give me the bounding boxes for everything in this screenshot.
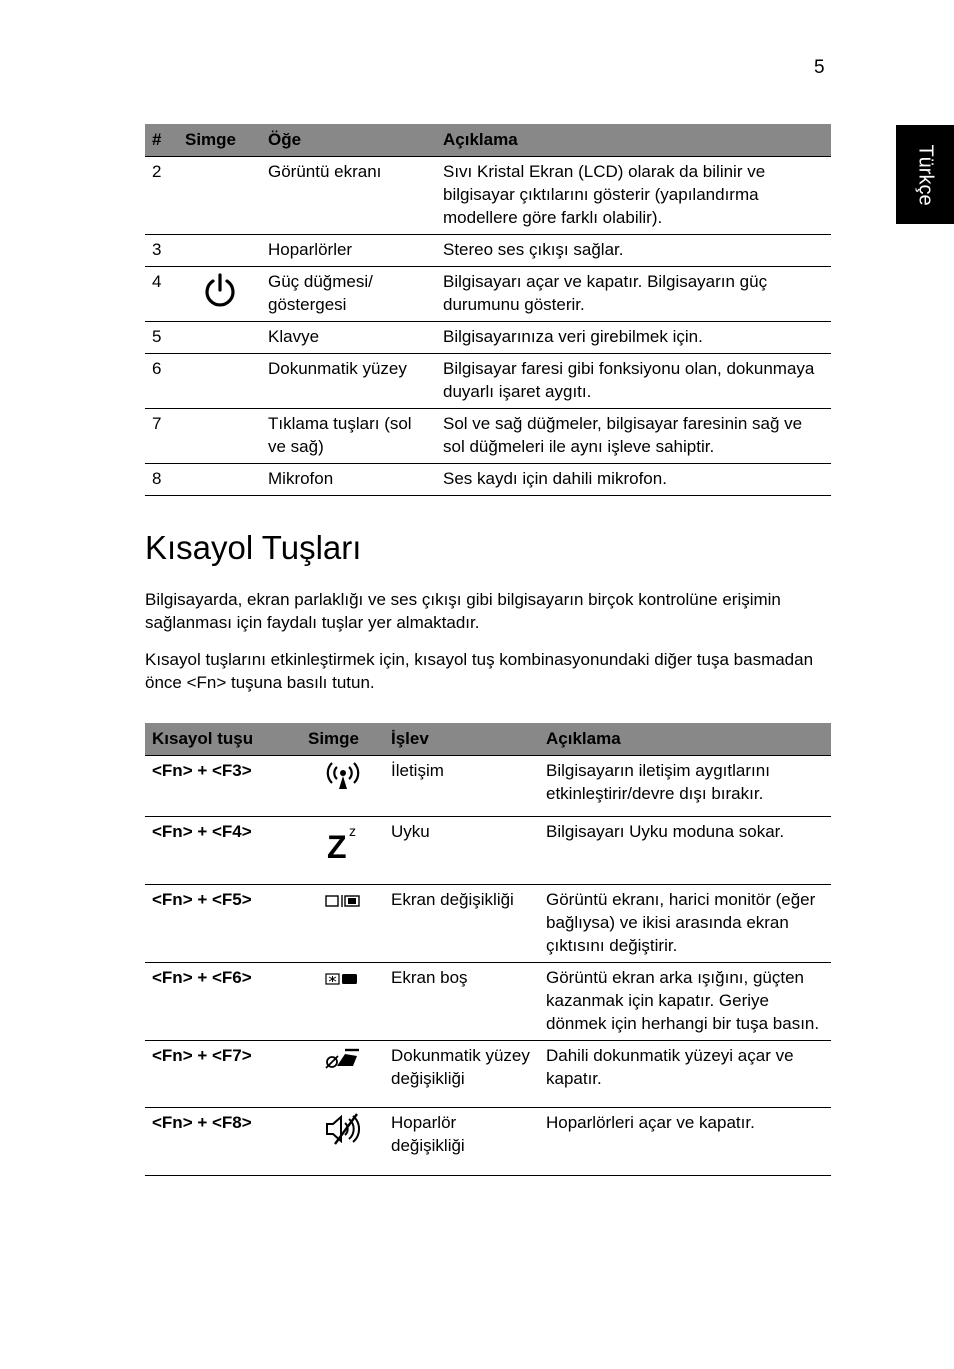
row-desc: Bilgisayar faresi gibi fonksiyonu olan, dokunmaya duyarlı işaret aygıtı.	[436, 354, 831, 409]
row-desc: Bilgisayarı Uyku moduna sokar.	[539, 817, 831, 885]
row-desc: Stereo ses çıkışı sağlar.	[436, 235, 831, 267]
row-function: Uyku	[384, 817, 539, 885]
row-icon	[178, 235, 261, 267]
speaker-toggle-icon	[323, 1113, 363, 1145]
row-icon	[178, 354, 261, 409]
svg-text:Z: Z	[326, 829, 347, 862]
table-row	[145, 267, 831, 322]
row-icon	[301, 756, 384, 817]
row-num: 3	[145, 235, 178, 267]
row-desc: Bilgisayarın iletişim aygıtlarını etkinleştirir/devre dışı bırakır.	[539, 756, 831, 817]
language-tab-label: Türkçe	[914, 143, 937, 206]
row-icon	[178, 409, 261, 464]
hotkeys-header-row	[145, 723, 831, 756]
row-desc: Sol ve sağ düğmeler, bilgisayar faresinin sağ ve sol düğmeleri ile aynı işleve sahiptir.	[436, 409, 831, 464]
row-function: İletişim	[384, 756, 539, 817]
row-item: Mikrofon	[261, 464, 436, 496]
instruction-paragraph: Kısayol tuşlarını etkinleştirmek için, kısayol tuş kombinasyonundaki diğer tuşa basmadan önce <Fn> tuşuna basılı tutun.	[145, 650, 814, 692]
header-desc: Açıklama	[539, 723, 831, 756]
row-item: Hoparlörler	[261, 235, 436, 267]
table-row	[145, 1041, 831, 1108]
row-hotkey: <Fn> + <F7>	[145, 1041, 301, 1108]
row-hotkey: <Fn> + <F3>	[145, 756, 301, 817]
row-num: 7	[145, 409, 178, 464]
row-icon	[178, 464, 261, 496]
table-row	[145, 885, 831, 963]
row-icon	[301, 963, 384, 1041]
row-item: Görüntü ekranı	[261, 157, 436, 235]
table-row	[145, 157, 831, 235]
row-icon	[301, 1041, 384, 1108]
table-row	[145, 464, 831, 496]
intro-paragraph: Bilgisayarda, ekran parlaklığı ve ses çıkışı gibi bilgisayarın birçok kontrolüne erişimin sağlanması için faydalı tuşlar yer almaktadır.	[145, 590, 781, 632]
header-icon: Simge	[178, 124, 261, 157]
wireless-icon	[324, 761, 362, 791]
row-desc: Bilgisayarınıza veri girebilmek için.	[436, 322, 831, 354]
row-desc: Görüntü ekranı, harici monitör (eğer bağlıysa) ve ikisi arasında ekran çıktısını değiştirir.	[539, 885, 831, 963]
table-row	[145, 963, 831, 1041]
section-title: Kısayol Tuşları	[145, 529, 362, 566]
row-desc: Görüntü ekran arka ışığını, güçten kazanmak için kapatır. Geriye dönmek için herhangi bir tuşa basın.	[539, 963, 831, 1041]
header-hotkey: Kısayol tuşu	[145, 723, 301, 756]
header-function: İşlev	[384, 723, 539, 756]
row-icon	[301, 817, 384, 885]
row-icon	[178, 322, 261, 354]
row-hotkey: <Fn> + <F6>	[145, 963, 301, 1041]
page-number: 5	[814, 57, 825, 78]
table-row	[145, 354, 831, 409]
row-function: Hoparlör değişikliği	[384, 1108, 539, 1176]
row-desc: Hoparlörleri açar ve kapatır.	[539, 1108, 831, 1176]
row-num: 6	[145, 354, 178, 409]
row-item: Klavye	[261, 322, 436, 354]
row-icon	[178, 267, 261, 322]
table-row	[145, 756, 831, 817]
row-num: 4	[145, 267, 178, 322]
hotkeys-table	[145, 723, 831, 1176]
sleep-icon	[325, 822, 361, 862]
header-item: Öğe	[261, 124, 436, 157]
power-icon	[202, 272, 238, 310]
row-function: Dokunmatik yüzey değişikliği	[384, 1041, 539, 1108]
table-row	[145, 409, 831, 464]
components-header-row	[145, 124, 831, 157]
row-item: Güç düğmesi/ göstergesi	[261, 267, 436, 322]
row-hotkey: <Fn> + <F4>	[145, 817, 301, 885]
row-desc: Sıvı Kristal Ekran (LCD) olarak da bilinir ve bilgisayar çıktılarını gösterir (yapılandırma modellere göre farklı olabilir).	[436, 157, 831, 235]
table-row	[145, 1108, 831, 1176]
table-row	[145, 235, 831, 267]
table-row	[145, 817, 831, 885]
row-icon	[301, 1108, 384, 1176]
svg-text:z: z	[348, 823, 356, 839]
header-icon: Simge	[301, 723, 384, 756]
screen-blank-icon	[324, 968, 362, 990]
row-desc: Dahili dokunmatik yüzeyi açar ve kapatır.	[539, 1041, 831, 1108]
row-hotkey: <Fn> + <F5>	[145, 885, 301, 963]
row-icon	[178, 157, 261, 235]
row-num: 5	[145, 322, 178, 354]
row-function: Ekran boş	[384, 963, 539, 1041]
row-num: 8	[145, 464, 178, 496]
row-num: 2	[145, 157, 178, 235]
row-item: Dokunmatik yüzey	[261, 354, 436, 409]
row-function: Ekran değişikliği	[384, 885, 539, 963]
row-icon	[301, 885, 384, 963]
row-hotkey: <Fn> + <F8>	[145, 1108, 301, 1176]
row-desc: Ses kaydı için dahili mikrofon.	[436, 464, 831, 496]
touchpad-toggle-icon	[323, 1046, 363, 1072]
components-table	[145, 124, 831, 496]
display-toggle-icon	[324, 890, 362, 912]
table-row	[145, 322, 831, 354]
language-tab	[896, 125, 954, 224]
row-desc: Bilgisayarı açar ve kapatır. Bilgisayarın güç durumunu gösterir.	[436, 267, 831, 322]
row-item: Tıklama tuşları (sol ve sağ)	[261, 409, 436, 464]
header-num: #	[145, 124, 178, 157]
header-desc: Açıklama	[436, 124, 831, 157]
